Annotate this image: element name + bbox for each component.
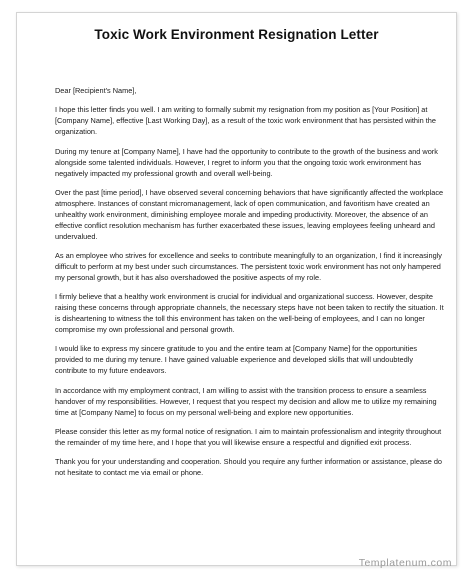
paragraph-tenure: During my tenure at [Company Name], I have had the opportunity to contribute to the growth of the business and work alongside some talented individuals. However, I regret to inform you that the ongoing toxic work environment has negatively impacted my professional growth and overall well-being.	[55, 146, 438, 178]
paragraph-closing: Thank you for your understanding and cooperation. Should you require any further information or assistance, please do not hesitate to contact me via email or phone.	[55, 456, 443, 477]
paragraph-intro: I hope this letter finds you well. I am writing to formally submit my resignation from my position as [Your Position] at [Company Name], effective [Last Working Day], as a result of the toxic work environment that has persisted within the organization.	[55, 105, 436, 137]
letter-page	[16, 12, 457, 566]
page-title: Toxic Work Environment Resignation Letter	[94, 27, 379, 42]
paragraph-observations: Over the past [time period], I have observed several concerning behaviors that have significantly affected the workplace atmosphere. Instances of constant micromanagement, lack of open communication, and favoritism have created an unhealthy work environment, diminishing employee morale and impeding productivity. Moreover, the absence of an effective conflict resolution mechanism has further exacerbated these issues, leaving employees feeling unheard and undervalued.	[55, 187, 444, 241]
paragraph-notice: Please consider this letter as my formal notice of resignation. I aim to maintain professionalism and integrity throughout the remainder of my time here, and I hope that you will likewise ensure a respectful and dignified exit process.	[55, 426, 442, 447]
paragraph-impact: As an employee who strives for excellence and seeks to contribute meaningfully to an organization, I find it increasingly difficult to perform at my best under such circumstances. The persistent toxic work environment has not only hampered my personal growth, but it has also overshadowed the positive aspects of my role.	[55, 250, 442, 282]
watermark: Templatenum.com	[358, 557, 452, 569]
paragraph-belief: I firmly believe that a healthy work environment is crucial for individual and organizational success. However, despite raising these concerns through appropriate channels, the necessary steps have not been taken to rectify the situation. It is disheartening to witness the toll this environment has taken on the well-being of employees, and I can no longer compromise my own professional and personal growth.	[55, 292, 444, 335]
letter-body	[55, 85, 447, 486]
paragraph-gratitude: I would like to express my sincere gratitude to you and the entire team at [Company Name] for the opportunities provided to me during my tenure. I have gained valuable experience and developed skills that will undoubtedly contribute to my future endeavors.	[55, 344, 418, 376]
paragraph-transition: In accordance with my employment contract, I am willing to assist with the transition process to ensure a seamless handover of my responsibilities. However, I request that you respect my decision and allow me to utilize my remaining time at [Company Name] to focus on my personal well-being and explore new opportunities.	[55, 385, 437, 417]
salutation: Dear [Recipient's Name],	[55, 86, 137, 95]
